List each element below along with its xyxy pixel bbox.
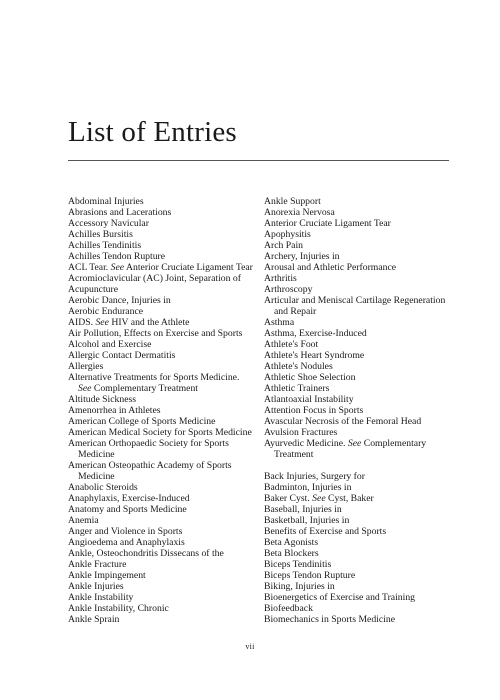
entry-text: Biofeedback [264,603,313,614]
entry-item [264,526,449,537]
entry-item [264,603,449,614]
entry-text: Abdominal Injuries [68,196,144,207]
entry-text: Abrasions and Lacerations [68,207,172,218]
entry-item [68,581,253,592]
reference-target: Cyst, Baker [328,493,374,504]
entry-item [264,207,449,218]
entry-text: Anterior Cruciate Ligament Tear [264,218,391,229]
entry-text: Anger and Violence in Sports [68,526,183,537]
entry-item [264,504,449,515]
entry-item [68,372,253,394]
entry-item [68,482,253,493]
entry-item [68,240,253,251]
entry-text: American Osteopathic Academy of Sports Medicine [68,460,232,482]
entry-text: Ankle Sprain [68,614,120,625]
entry-item [264,427,449,438]
entry-item [264,295,449,317]
entry-text: Ankle Injuries [68,581,124,592]
entry-text: AIDS. [68,317,94,328]
entry-item [68,438,253,460]
entry-item [68,317,253,328]
entry-item [68,515,253,526]
entry-item [68,207,253,218]
entry-item [264,394,449,405]
entry-text: Acupuncture [68,284,119,295]
entry-item [68,614,253,625]
entry-item [264,559,449,570]
entry-text: Altitude Sickness [68,394,137,405]
entry-item [68,460,253,482]
entry-item [264,251,449,262]
entry-item [68,273,253,284]
entry-item [264,515,449,526]
entry-text: Acromioclavicular (AC) Joint, Separation of [68,273,241,284]
title-divider [68,160,449,161]
entry-item [264,537,449,548]
entry-text: Attention Focus in Sports [264,405,364,416]
entry-item [264,493,449,504]
entry-item [68,196,253,207]
entry-text: Arch Pain [264,240,304,251]
entry-text: Basketball, Injuries in [264,515,350,526]
entry-item [68,350,253,361]
entry-text: American College of Sports Medicine [68,416,216,427]
page-number: vii [245,642,255,651]
entry-item [264,570,449,581]
entry-text: Back Injuries, Surgery for [264,471,365,482]
entry-item [264,482,449,493]
entry-text: Biomechanics in Sports Medicine [264,614,396,625]
entry-item [264,383,449,394]
entry-text: Arthroscopy [264,284,313,295]
entry-item [68,504,253,515]
entry-item [68,493,253,504]
entry-text: Achilles Bursitis [68,229,133,240]
entry-item [68,394,253,405]
entry-item [68,427,253,438]
entry-item [264,416,449,427]
entry-text: Athlete's Nodules [264,361,333,372]
entry-item [264,273,449,284]
entry-text: Aerobic Endurance [68,306,144,317]
see-reference: See [78,383,92,394]
entry-text: Beta Blockers [264,548,319,559]
entry-item [264,372,449,383]
entry-text: Benefits of Exercise and Sports [264,526,387,537]
entry-text: Arthritis [264,273,297,284]
entry-item [68,306,253,317]
entry-text: Articular and Meniscal Cartilage Regeneration and Repair [264,295,446,317]
entry-text: Ankle Fracture [68,559,127,570]
entry-item [264,548,449,559]
entry-text: Bioenergetics of Exercise and Training [264,592,416,603]
entry-item [264,614,449,625]
entry-text: Arousal and Athletic Performance [264,262,397,273]
entry-text: Athlete's Heart Syndrome [264,350,365,361]
entry-item [68,218,253,229]
reference-target: Complementary Treatment [274,438,427,460]
entry-text: Amenorrhea in Athletes [68,405,161,416]
entry-text: Ayurvedic Medicine. [264,438,346,449]
entry-text: Beta Agonists [264,537,319,548]
entry-text: Ankle Support [264,196,321,207]
entry-item [68,295,253,306]
see-reference: See [95,317,109,328]
entry-item [264,581,449,592]
entry-item [68,570,253,581]
entry-text: Biceps Tendinitis [264,559,332,570]
entry-item [68,361,253,372]
entry-text: Aerobic Dance, Injuries in [68,295,171,306]
entry-item [68,603,253,614]
entry-item [264,361,449,372]
entry-text: Ankle, Osteochondritis Dissecans of the [68,548,224,559]
entry-text: Baker Cyst. [264,493,310,504]
entry-text: Alternative Treatments for Sports Medicine. [68,372,240,383]
entry-item [264,350,449,361]
entry-text: Asthma, Exercise-Induced [264,328,367,339]
entry-text: Badminton, Injuries in [264,482,352,493]
see-reference: See [347,438,362,449]
entry-item [264,328,449,339]
entry-item [264,229,449,240]
entry-text: Avascular Necrosis of the Femoral Head [264,416,422,427]
entry-item [68,526,253,537]
entry-text: Athlete's Foot [264,339,319,350]
entry-text: Biking, Injuries in [264,581,335,592]
entries-right-column [264,196,449,625]
entry-item [68,251,253,262]
page-title: List of Entries [68,116,237,148]
entry-text: Anabolic Steroids [68,482,138,493]
entry-item [68,229,253,240]
entry-text: Anemia [68,515,99,526]
entry-item [68,405,253,416]
reference-target: Anterior Cruciate Ligament Tear [125,262,253,273]
entry-text: Angioedema and Anaphylaxis [68,537,185,548]
entry-item [68,559,253,570]
entry-text: Avulsion Fractures [264,427,338,438]
entry-text: Atlantoaxial Instability [264,394,354,405]
entry-item [264,438,449,460]
reference-target: Complementary Treatment [93,383,199,394]
entry-item [68,592,253,603]
entry-item [264,339,449,350]
entry-item [264,592,449,603]
entry-text: Anorexia Nervosa [264,207,335,218]
entries-left-column [68,196,253,625]
entry-item [68,548,253,559]
entry-text: Achilles Tendinitis [68,240,142,251]
entry-text: Archery, Injuries in [264,251,340,262]
entry-text: Ankle Impingement [68,570,146,581]
entry-text: American Medical Society for Sports Medicine [68,427,252,438]
entry-text: Allergic Contact Dermatitis [68,350,176,361]
entry-text: Baseball, Injuries in [264,504,342,515]
entry-item [68,262,253,273]
entry-text: Allergies [68,361,104,372]
entry-item [68,339,253,350]
entry-text: Accessory Navicular [68,218,149,229]
entry-text: Ankle Instability, Chronic [68,603,169,614]
entry-item [68,284,253,295]
entry-text: ACL Tear. [68,262,109,273]
entry-text: Asthma [264,317,295,328]
entry-text: Biceps Tendon Rupture [264,570,356,581]
see-reference: See [110,262,125,273]
entry-text: Achilles Tendon Rupture [68,251,166,262]
reference-target: HIV and the Athlete [111,317,190,328]
entry-item [264,262,449,273]
entry-text: Ankle Instability [68,592,134,603]
entry-text: Anatomy and Sports Medicine [68,504,187,515]
entry-item [68,416,253,427]
entry-text: Alcohol and Exercise [68,339,152,350]
entry-item [68,537,253,548]
entry-text: Athletic Trainers [264,383,330,394]
entry-item [264,196,449,207]
entry-text: Air Pollution, Effects on Exercise and Sports [68,328,243,339]
entry-item [68,328,253,339]
entry-text: Athletic Shoe Selection [264,372,356,383]
entry-item [264,317,449,328]
entry-text: American Orthopaedic Society for Sports Medicine [68,438,229,460]
entry-item [264,218,449,229]
entry-item [264,471,449,482]
entry-text: Apophysitis [264,229,311,240]
see-reference: See [312,493,326,504]
entry-item [264,240,449,251]
entry-item [264,284,449,295]
entry-item [264,405,449,416]
entry-text: Anaphylaxis, Exercise-Induced [68,493,190,504]
